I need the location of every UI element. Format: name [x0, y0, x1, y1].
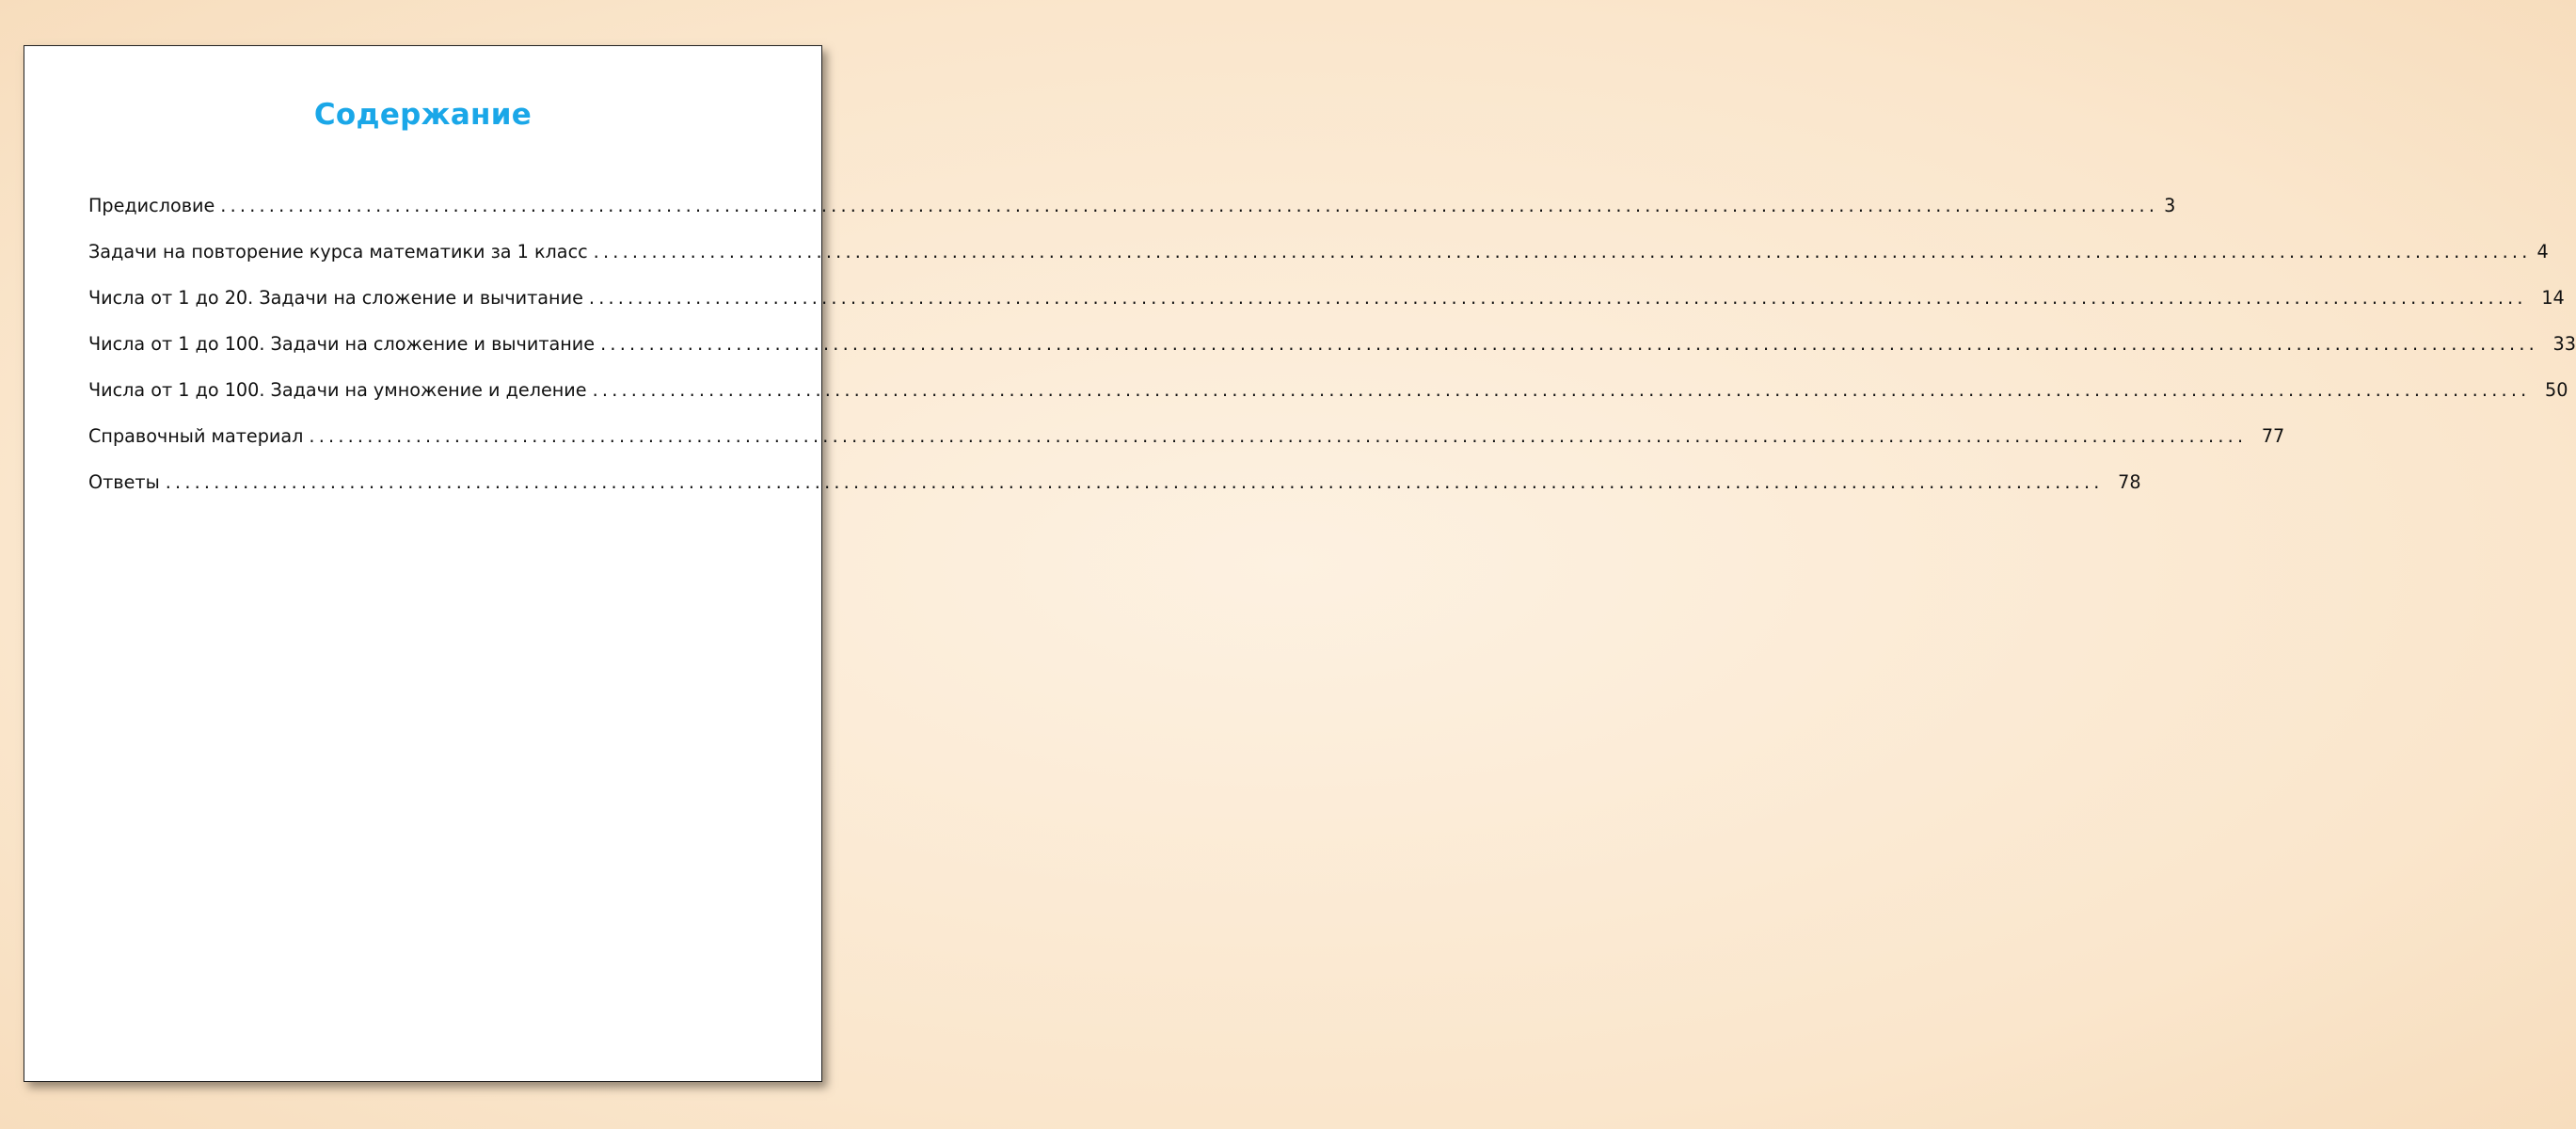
dot-leader: ........................................................................................................................................................................................................: [220, 195, 2159, 216]
toc-entry-answers[interactable]: [88, 471, 2141, 517]
toc-entry-numbers-1-100-add-sub[interactable]: [88, 333, 2576, 379]
toc-entry-page: 33: [2552, 333, 2576, 355]
dot-leader: ........................................................................................................................................................................................................: [592, 379, 2531, 401]
toc-entry-label: Справочный материал: [88, 425, 304, 447]
toc-entry-label: Числа от 1 до 100. Задачи на умножение и деление: [88, 379, 587, 401]
toc-entry-page: 77: [2261, 425, 2285, 447]
toc-entry-page: 50: [2545, 379, 2568, 401]
toc-entry-page: 3: [2164, 195, 2176, 216]
toc-entry-numbers-1-100-mul-div[interactable]: [88, 379, 2568, 425]
dot-leader: ........................................................................................................................................................................................................: [593, 241, 2532, 262]
dot-leader: ........................................................................................................................................................................................................: [600, 333, 2538, 355]
toc-entry-numbers-1-20[interactable]: [88, 287, 2565, 333]
toc-entry-reference[interactable]: [88, 425, 2285, 471]
toc-entry-review-grade-1[interactable]: [88, 241, 2549, 287]
dot-leader: ........................................................................................................................................................................................................: [309, 425, 2248, 447]
page-title: Содержание: [313, 98, 533, 132]
dot-leader: ........................................................................................................................................................................................................: [588, 287, 2527, 309]
toc-entry-page: 14: [2541, 287, 2565, 309]
toc-entry-label: Числа от 1 до 100. Задачи на сложение и вычитание: [88, 333, 596, 355]
toc-entry-preface[interactable]: [88, 195, 2176, 241]
toc-entry-label: Ответы: [88, 471, 160, 493]
toc-entry-page: 78: [2118, 471, 2141, 493]
dot-leader: ........................................................................................................................................................................................................: [165, 471, 2104, 493]
toc-entry-page: 4: [2536, 241, 2549, 262]
book-page: [24, 45, 2576, 1082]
table-of-contents: [88, 195, 2576, 517]
toc-entry-label: Числа от 1 до 20. Задачи на сложение и вычитание: [88, 287, 583, 309]
toc-entry-label: Предисловие: [88, 195, 215, 216]
toc-entry-label: Задачи на повторение курса математики за 1 класс: [88, 241, 588, 262]
